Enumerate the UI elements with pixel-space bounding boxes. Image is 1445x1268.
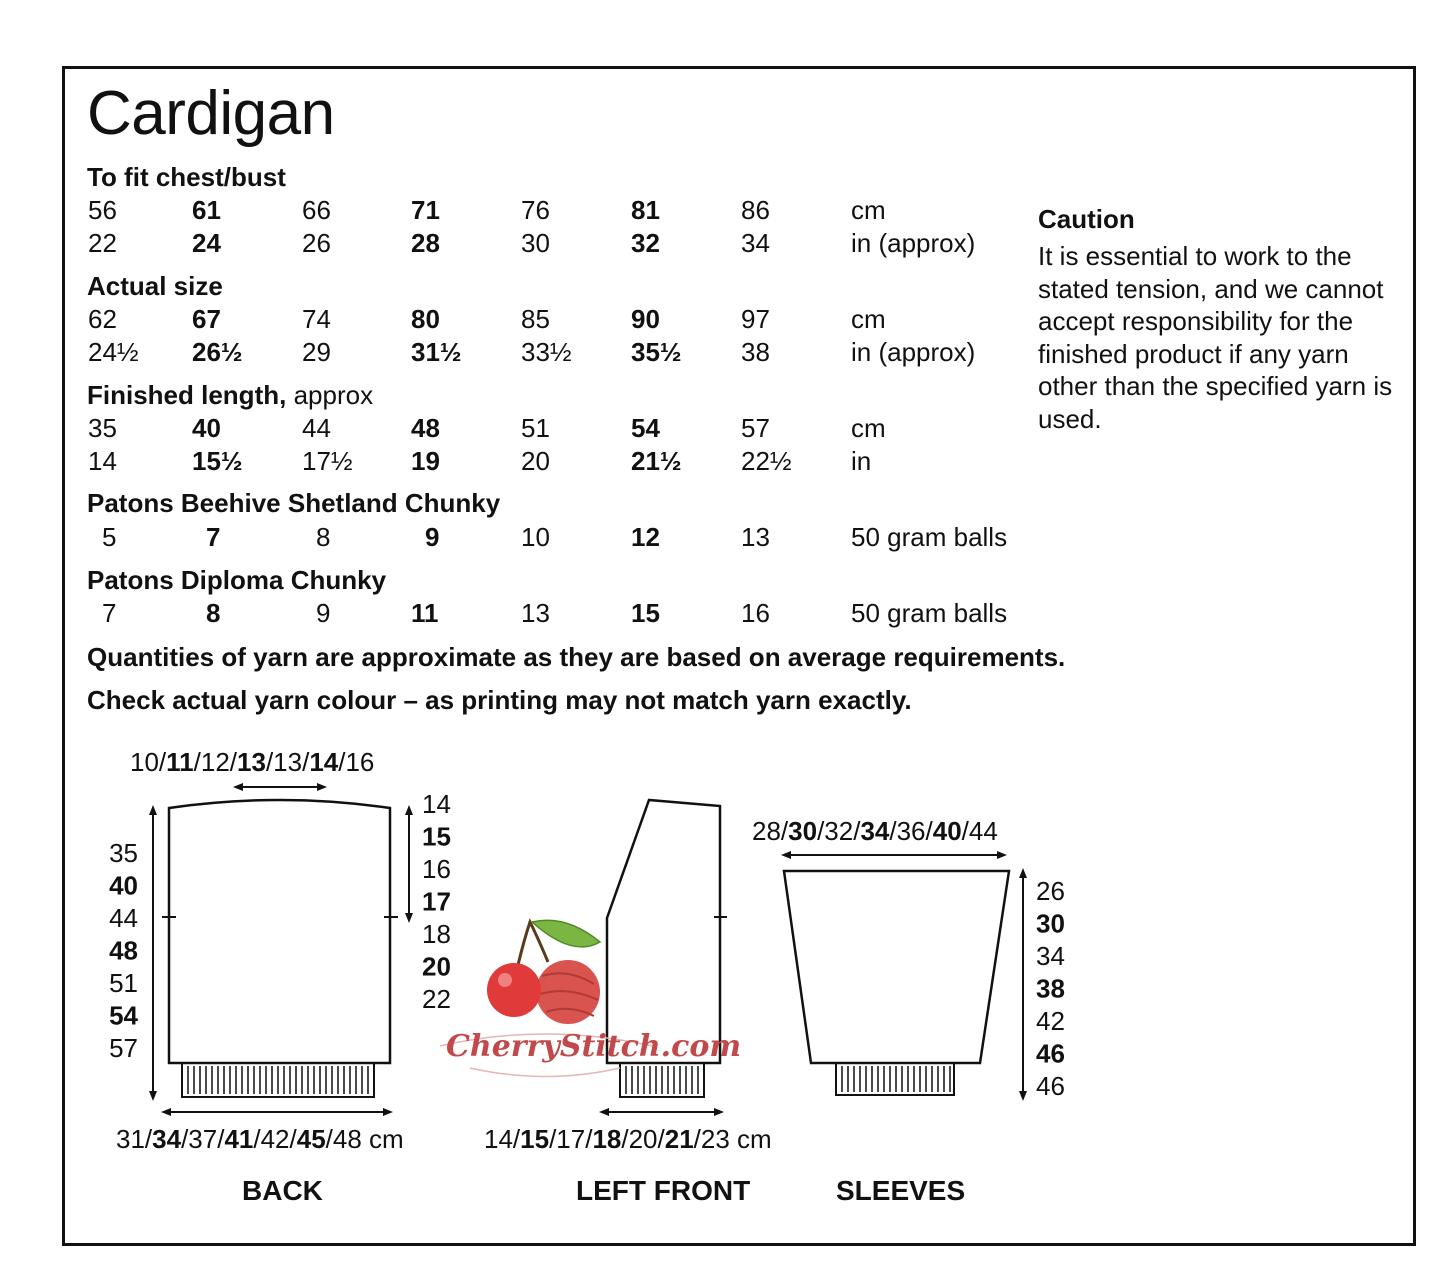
page-title: Cardigan: [87, 79, 335, 148]
measurement-value: 22: [422, 984, 451, 1014]
sleeve-ribbing: [842, 1066, 950, 1092]
sleeve-length-values: [1036, 876, 1065, 1101]
measurement-value: 46: [1036, 1038, 1065, 1069]
caution-text: It is essential to work to the stated tension, and we cannot accept responsibility for the finished product if any yarn other than the specified yarn is used.: [1038, 241, 1393, 434]
size-value: 24½: [88, 337, 139, 367]
yarn-shetland-heading: Patons Beehive Shetland Chunky: [87, 488, 501, 518]
measurement-value: 44: [109, 903, 138, 933]
size-value: 33½: [521, 337, 572, 367]
size-value: 24: [192, 228, 221, 258]
measurement-value: 48: [109, 935, 138, 966]
size-value: 13: [741, 522, 770, 552]
sleeve-width-measurement: 28/30/32/34/36/40/44: [752, 816, 998, 846]
size-value: 14: [88, 446, 117, 476]
size-value: 44: [302, 413, 331, 443]
size-value: 13: [521, 598, 550, 628]
size-value: 17½: [302, 446, 353, 476]
unit-label: in (approx): [851, 228, 976, 258]
measurement-value: 46: [1036, 1071, 1065, 1101]
size-value: 20: [521, 446, 550, 476]
size-value: 35½: [631, 337, 682, 367]
measurement-value: 40: [109, 870, 138, 901]
measurement-value: 57: [109, 1033, 138, 1063]
size-value: 31½: [411, 337, 462, 367]
size-value: 86: [741, 195, 770, 225]
size-value: 66: [302, 195, 331, 225]
size-value: 7: [102, 598, 117, 628]
measurement-value: 51: [109, 968, 138, 998]
measurement-value: 16: [422, 854, 451, 884]
size-value: 57: [741, 413, 770, 443]
size-value: 80: [411, 304, 440, 334]
size-value: 62: [88, 304, 117, 334]
size-value: 40: [192, 413, 221, 443]
unit-label: cm: [851, 195, 886, 225]
leaf-icon: [532, 920, 600, 947]
finished-length-heading: Finished length, approx: [87, 380, 374, 410]
measurement-value: 20: [422, 951, 451, 982]
back-length-values: [109, 838, 138, 1063]
size-value: 21½: [631, 446, 682, 476]
size-value: 97: [741, 304, 770, 334]
left-front-label: LEFT FRONT: [576, 1175, 751, 1206]
size-value: 26: [302, 228, 331, 258]
size-value: 11: [411, 598, 439, 628]
cherry-icon: [487, 963, 541, 1017]
measurement-value: 30: [1036, 908, 1065, 939]
size-value: 7: [206, 522, 221, 552]
measurement-value: 26: [1036, 876, 1065, 906]
size-value: 5: [102, 522, 117, 552]
size-value: 85: [521, 304, 550, 334]
unit-label: 50 gram balls: [851, 522, 1008, 552]
size-value: 76: [521, 195, 550, 225]
size-value: 26½: [192, 337, 243, 367]
measurement-value: 54: [109, 1000, 138, 1031]
size-value: 51: [521, 413, 550, 443]
cherrystitch-logo: [440, 920, 741, 1076]
sleeve-piece: [784, 855, 1023, 1096]
back-neck-measurement: 10/11/12/13/13/14/16: [130, 747, 375, 777]
watermark-text: CherryStitch.com: [446, 1029, 742, 1064]
size-value: 8: [206, 598, 221, 628]
measurement-value: 35: [109, 838, 138, 868]
unit-label: cm: [851, 413, 886, 443]
measurement-value: 17: [422, 886, 451, 917]
front-ribbing: [626, 1066, 698, 1094]
back-piece: [153, 787, 409, 1112]
back-armhole-values: [422, 789, 451, 1014]
unit-label: in: [851, 446, 872, 476]
size-value: 16: [741, 598, 770, 628]
unit-label: in (approx): [851, 337, 976, 367]
yarn-quantity-note: Quantities of yarn are approximate as they are based on average requirements.: [87, 642, 1066, 672]
size-value: 30: [521, 228, 550, 258]
front-width-measurement: 14/15/17/18/20/21/23 cm: [484, 1124, 772, 1154]
size-value: 15: [631, 598, 660, 628]
size-value: 61: [192, 195, 221, 225]
size-value: 90: [631, 304, 660, 334]
unit-label: 50 gram balls: [851, 598, 1008, 628]
measurement-value: 34: [1036, 941, 1065, 971]
size-value: 15½: [192, 446, 243, 476]
yarn-colour-note: Check actual yarn colour – as printing may not match yarn exactly.: [87, 685, 912, 715]
size-value: 22: [88, 228, 117, 258]
left-front-piece: [604, 800, 727, 1112]
back-label: BACK: [242, 1175, 323, 1206]
back-ribbing: [188, 1066, 368, 1094]
size-value: 35: [88, 413, 117, 443]
measurement-value: 18: [422, 919, 451, 949]
size-value: 12: [631, 522, 660, 552]
size-value: 56: [88, 195, 117, 225]
size-value: 71: [411, 195, 440, 225]
size-value: 29: [302, 337, 331, 367]
size-value: 48: [411, 413, 440, 443]
size-value: 74: [302, 304, 331, 334]
size-value: 54: [631, 413, 660, 443]
actual-size-heading: Actual size: [87, 271, 223, 301]
yarn-diploma-heading: Patons Diploma Chunky: [87, 565, 387, 595]
measurement-value: 38: [1036, 973, 1065, 1004]
size-value: 67: [192, 304, 221, 334]
unit-label: cm: [851, 304, 886, 334]
size-value: 38: [741, 337, 770, 367]
size-value: 9: [316, 598, 331, 628]
measurement-value: 14: [422, 789, 451, 819]
sleeves-label: SLEEVES: [836, 1175, 966, 1206]
chest-heading: To fit chest/bust: [87, 162, 286, 192]
size-value: 10: [521, 522, 550, 552]
size-value: 32: [631, 228, 660, 258]
size-value: 22½: [741, 446, 792, 476]
size-value: 8: [316, 522, 331, 552]
size-value: 28: [411, 228, 440, 258]
caution-heading: Caution: [1038, 204, 1135, 234]
size-value: 19: [411, 446, 440, 476]
size-value: 34: [741, 228, 770, 258]
size-value: 9: [425, 522, 440, 552]
measurement-value: 42: [1036, 1006, 1065, 1036]
measurement-value: 15: [422, 821, 451, 852]
back-width-measurement: 31/34/37/41/42/45/48 cm: [116, 1124, 404, 1154]
size-value: 81: [631, 195, 660, 225]
